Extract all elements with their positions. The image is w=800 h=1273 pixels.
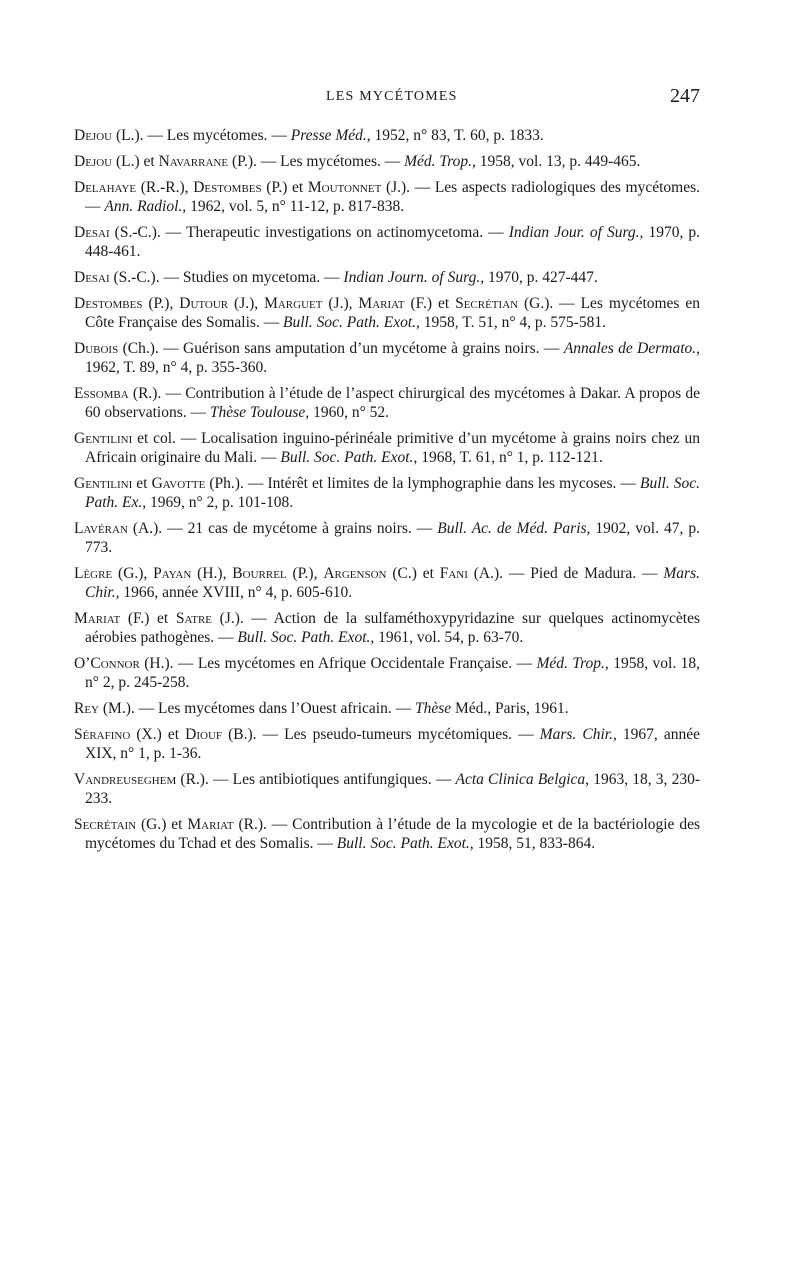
journal-title: Mars. Chir., xyxy=(539,726,617,743)
reference-text: (Ch.). — Guérison sans amputation d’un mycétome à grains noirs. — xyxy=(118,340,564,357)
author-name: Lavéran xyxy=(74,520,128,537)
reference-text: (G.), xyxy=(112,565,154,582)
reference-entry xyxy=(74,178,700,216)
author-name: Navarrane xyxy=(158,153,229,170)
author-name: Payan xyxy=(153,565,192,582)
author-name: Essomba xyxy=(74,385,129,402)
reference-text: (M.). — Les mycétomes dans l’Ouest africain. — xyxy=(99,700,415,717)
reference-text: (A.). — 21 cas de mycétome à grains noirs. — xyxy=(127,520,438,537)
reference-entry xyxy=(74,519,700,557)
author-name: Marguet xyxy=(264,295,323,312)
reference-text: (P.), xyxy=(286,565,324,582)
journal-title: Indian Jour. of Surg., xyxy=(508,224,644,241)
reference-entry xyxy=(74,126,700,145)
author-name: Dutour xyxy=(179,295,229,312)
journal-title: Bull. Soc. Path. Exot., xyxy=(280,449,418,466)
author-name: Destombes xyxy=(193,179,262,196)
reference-text: (B.). — Les pseudo-tumeurs mycétomiques. — xyxy=(222,726,540,743)
reference-text: (R.-R.), xyxy=(136,179,194,196)
author-name: Gentilini xyxy=(74,475,133,492)
author-name: Destombes xyxy=(74,295,143,312)
reference-text: (J.), xyxy=(228,295,265,312)
author-name: Delahaye xyxy=(74,179,137,196)
reference-text: (R.). — Contribution à l’étude de l’aspect chirurgical des mycétomes à Dakar. A propos de 60 observations. — xyxy=(85,385,700,421)
reference-text: et xyxy=(132,475,152,492)
reference-entry xyxy=(74,223,700,261)
author-name: Gavotte xyxy=(151,475,206,492)
page-number: 247 xyxy=(670,85,700,107)
journal-title: Thèse xyxy=(414,700,452,717)
reference-text: (S.-C.). — Therapeutic investigations on actinomycetoma. — xyxy=(109,224,509,241)
author-name: Secrétain xyxy=(74,816,137,833)
reference-entry xyxy=(74,725,700,763)
reference-text: (C.) et xyxy=(386,565,440,582)
journal-title: Acta Clinica Belgica, xyxy=(455,771,590,788)
reference-entry xyxy=(74,815,700,853)
running-title: LES MYCÉTOMES xyxy=(326,89,458,104)
author-name: Mariat xyxy=(187,816,234,833)
journal-title: Bull. Soc. Path. Ex., xyxy=(85,475,701,511)
reference-entry xyxy=(74,268,700,287)
journal-title: Ann. Radiol., xyxy=(104,198,187,215)
journal-title: Méd. Trop., xyxy=(404,153,476,170)
reference-entry xyxy=(74,339,700,377)
reference-text: 1902, vol. 47, p. 773. xyxy=(85,520,700,556)
reference-text: 1962, T. 89, n° 4, p. 355-360. xyxy=(85,359,268,376)
reference-entry xyxy=(74,152,700,171)
reference-text: 1958, vol. 18, n° 2, p. 245-258. xyxy=(85,655,700,691)
reference-text: 1958, T. 51, n° 4, p. 575-581. xyxy=(419,314,606,331)
reference-text: (Ph.). — Intérêt et limites de la lymphographie dans les mycoses. — xyxy=(205,475,640,492)
author-name: Argenson xyxy=(323,565,387,582)
journal-title: Presse Méd., xyxy=(290,127,371,144)
author-name: Mariat xyxy=(358,295,405,312)
reference-text: (F.) et xyxy=(120,610,176,627)
author-name: Fani xyxy=(439,565,468,582)
reference-text: 1966, année XVIII, n° 4, p. 605-610. xyxy=(119,584,353,601)
reference-text: (J.). — Action de la sulfaméthoxypyridazine sur quelques actinomycètes aérobies pathogènes. — xyxy=(85,610,701,646)
reference-text: 1968, T. 61, n° 1, p. 112-121. xyxy=(417,449,603,466)
journal-title: Bull. Soc. Path. Exot., xyxy=(283,314,420,331)
reference-text: (G.) et xyxy=(136,816,188,833)
reference-text: 1963, 18, 3, 230-233. xyxy=(85,771,700,807)
author-name: Mariat xyxy=(74,610,121,627)
reference-text: 1969, n° 2, p. 101-108. xyxy=(146,494,294,511)
journal-title: Indian Journ. of Surg., xyxy=(343,269,485,286)
author-name: Bourrel xyxy=(232,565,287,582)
reference-text: (X.) et xyxy=(130,726,186,743)
reference-text: (L.) et xyxy=(112,153,159,170)
journal-title: Bull. Ac. de Méd. Paris, xyxy=(437,520,591,537)
reference-text: 1967, année XIX, n° 1, p. 1-36. xyxy=(85,726,701,762)
author-name: Dubois xyxy=(74,340,119,357)
reference-text: 1970, p. 448-461. xyxy=(85,224,700,260)
reference-entry xyxy=(74,564,700,602)
author-name: O’Connor xyxy=(74,655,140,672)
reference-text: (A.). — Pied de Madura. — xyxy=(467,565,664,582)
reference-text: (P.), xyxy=(142,295,180,312)
journal-title: Bull. Soc. Path. Exot., xyxy=(336,835,474,852)
author-name: Desai xyxy=(74,224,110,241)
reference-text: (R.). — Les antibiotiques antifungiques. — xyxy=(176,771,456,788)
reference-entry xyxy=(74,699,700,718)
author-name: Gentilini xyxy=(74,430,133,447)
reference-text: 1970, p. 427-447. xyxy=(484,269,598,286)
reference-text: (L.). — Les mycétomes. — xyxy=(112,127,291,144)
reference-text: 1958, 51, 833-864. xyxy=(473,835,596,852)
reference-text: 1958, vol. 13, p. 449-465. xyxy=(475,153,641,170)
reference-text: Méd., Paris, 1961. xyxy=(451,700,569,717)
reference-text: (J.). — Les aspects radiologiques des mycétomes. — xyxy=(85,179,700,215)
reference-text: (R.). — Contribution à l’étude de la mycologie et de la bactériologie des mycétomes du Tchad et des Somalis. — xyxy=(85,816,700,852)
journal-title: Annales de Dermato., xyxy=(563,340,700,357)
reference-text: (P.). — Les mycétomes. — xyxy=(228,153,405,170)
reference-text: (S.-C.). — Studies on mycetoma. — xyxy=(109,269,344,286)
author-name: Rey xyxy=(74,700,100,717)
reference-text: 1960, n° 52. xyxy=(309,404,390,421)
journal-title: Thèse Toulouse, xyxy=(209,404,310,421)
author-name: Sérafino xyxy=(74,726,131,743)
author-name: Vandreuseghem xyxy=(74,771,177,788)
reference-text: (J.), xyxy=(322,295,359,312)
journal-title: Méd. Trop., xyxy=(536,655,609,672)
reference-text: et col. — Localisation inguino-périnéale primitive d’un mycétome à grains noirs chez un Africain originaire du Mali. — xyxy=(85,430,700,466)
reference-text: (F.) et xyxy=(404,295,456,312)
reference-entry xyxy=(74,654,700,692)
reference-text: (G.). — Les mycétomes en Côte Française des Somalis. — xyxy=(85,295,701,331)
author-name: Dejou xyxy=(74,127,113,144)
author-name: Satre xyxy=(175,610,212,627)
reference-text: 1952, n° 83, T. 60, p. 1833. xyxy=(370,127,544,144)
reference-text: (H.). — Les mycétomes en Afrique Occidentale Française. — xyxy=(139,655,537,672)
journal-title: Mars. Chir., xyxy=(85,565,700,601)
reference-entry xyxy=(74,384,700,422)
reference-entry xyxy=(74,770,700,808)
journal-title: Bull. Soc. Path. Exot., xyxy=(237,629,375,646)
reference-text: 1961, vol. 54, p. 63-70. xyxy=(374,629,524,646)
reference-text: (P.) et xyxy=(261,179,308,196)
author-name: Desai xyxy=(74,269,110,286)
reference-text: 1962, vol. 5, n° 11-12, p. 817-838. xyxy=(186,198,405,215)
reference-text: (H.), xyxy=(191,565,233,582)
reference-entry xyxy=(74,294,700,332)
author-name: Dejou xyxy=(74,153,113,170)
author-name: Secrétian xyxy=(455,295,519,312)
reference-entry xyxy=(74,429,700,467)
author-name: Lègre xyxy=(74,565,113,582)
author-name: Diouf xyxy=(185,726,223,743)
reference-entry xyxy=(74,609,700,647)
author-name: Moutonnet xyxy=(307,179,382,196)
reference-entry xyxy=(74,474,700,512)
reference-list xyxy=(74,126,700,860)
